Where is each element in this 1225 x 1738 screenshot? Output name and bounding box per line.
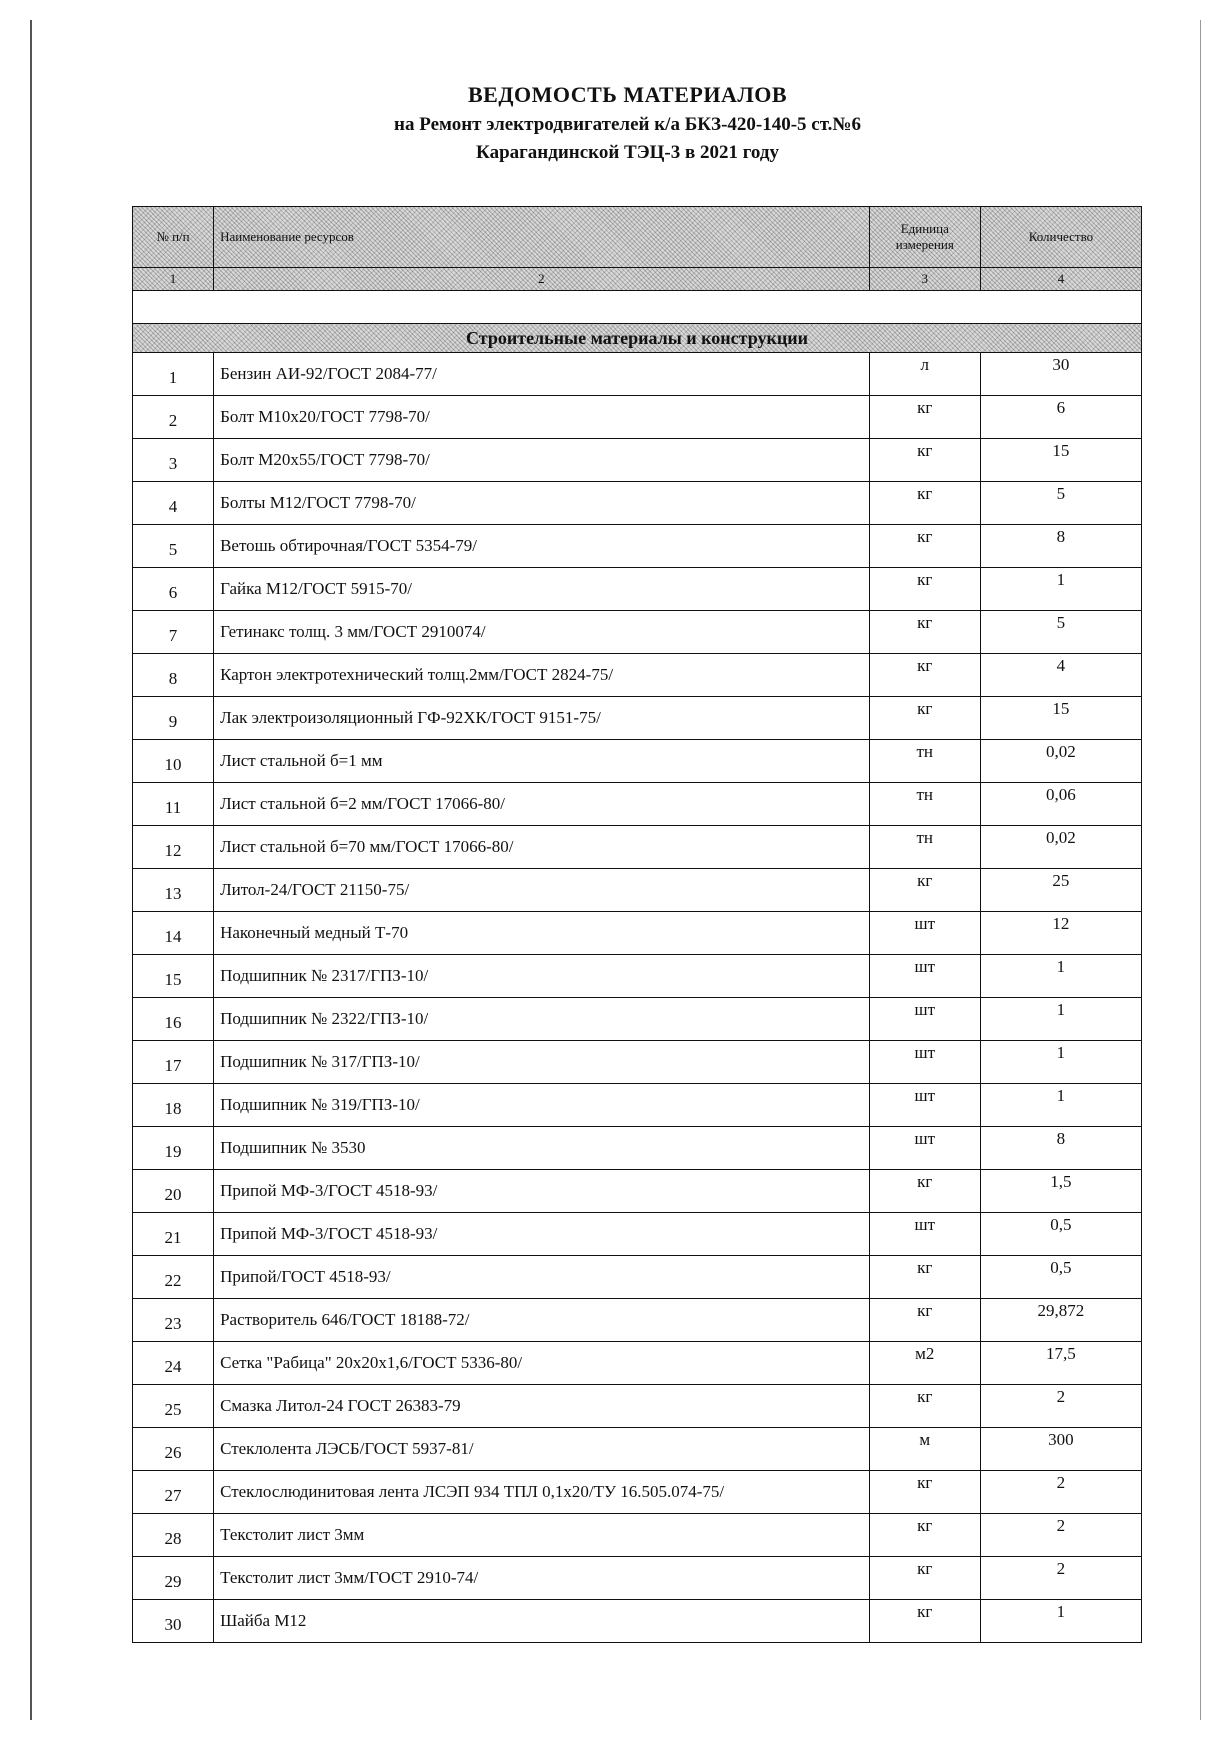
unit-cell: шт bbox=[869, 1041, 980, 1084]
row-number-cell: 13 bbox=[133, 869, 214, 912]
quantity-cell: 1 bbox=[980, 1600, 1141, 1643]
resource-name-cell: Растворитель 646/ГОСТ 18188-72/ bbox=[214, 1299, 870, 1342]
unit-cell: кг bbox=[869, 568, 980, 611]
unit-cell: шт bbox=[869, 912, 980, 955]
row-number-cell: 16 bbox=[133, 998, 214, 1041]
table-row bbox=[133, 482, 1142, 525]
resource-name-cell: Болт М20х55/ГОСТ 7798-70/ bbox=[214, 439, 870, 482]
row-number-cell: 22 bbox=[133, 1256, 214, 1299]
unit-cell: кг bbox=[869, 869, 980, 912]
row-number-cell: 2 bbox=[133, 396, 214, 439]
blank-row bbox=[133, 291, 1142, 324]
resource-name-cell: Сетка "Рабица" 20х20х1,6/ГОСТ 5336-80/ bbox=[214, 1342, 870, 1385]
column-index-3: 3 bbox=[869, 268, 980, 291]
resource-name-cell: Припой/ГОСТ 4518-93/ bbox=[214, 1256, 870, 1299]
table-row bbox=[133, 912, 1142, 955]
unit-cell: кг bbox=[869, 525, 980, 568]
quantity-cell: 1 bbox=[980, 1041, 1141, 1084]
table-row bbox=[133, 955, 1142, 998]
row-number-cell: 23 bbox=[133, 1299, 214, 1342]
unit-cell: шт bbox=[869, 1084, 980, 1127]
resource-name-cell: Стеклослюдинитовая лента ЛСЭП 934 ТПЛ 0,1х20/ТУ 16.505.074-75/ bbox=[214, 1471, 870, 1514]
unit-cell: л bbox=[869, 353, 980, 396]
row-number-cell: 4 bbox=[133, 482, 214, 525]
column-index-4: 4 bbox=[980, 268, 1141, 291]
table-row bbox=[133, 1041, 1142, 1084]
document-header bbox=[0, 82, 1225, 164]
unit-cell: шт bbox=[869, 998, 980, 1041]
quantity-cell: 25 bbox=[980, 869, 1141, 912]
table-row bbox=[133, 611, 1142, 654]
quantity-cell: 0,5 bbox=[980, 1213, 1141, 1256]
unit-cell: кг bbox=[869, 611, 980, 654]
resource-name-cell: Лак электроизоляционный ГФ-92ХК/ГОСТ 9151-75/ bbox=[214, 697, 870, 740]
row-number-cell: 6 bbox=[133, 568, 214, 611]
resource-name-cell: Подшипник № 2322/ГПЗ-10/ bbox=[214, 998, 870, 1041]
unit-cell: кг bbox=[869, 1170, 980, 1213]
materials-rows bbox=[133, 353, 1142, 1643]
table-row bbox=[133, 1213, 1142, 1256]
row-number-cell: 14 bbox=[133, 912, 214, 955]
unit-cell: шт bbox=[869, 1127, 980, 1170]
table-row bbox=[133, 1514, 1142, 1557]
resource-name-cell: Припой МФ-3/ГОСТ 4518-93/ bbox=[214, 1213, 870, 1256]
table-header-row bbox=[133, 207, 1142, 268]
row-number-cell: 15 bbox=[133, 955, 214, 998]
header-qty: Количество bbox=[980, 207, 1141, 268]
resource-name-cell: Бензин АИ-92/ГОСТ 2084-77/ bbox=[214, 353, 870, 396]
resource-name-cell: Наконечный медный Т-70 bbox=[214, 912, 870, 955]
row-number-cell: 11 bbox=[133, 783, 214, 826]
unit-cell: шт bbox=[869, 955, 980, 998]
table-row bbox=[133, 740, 1142, 783]
unit-cell: тн bbox=[869, 826, 980, 869]
header-num: № п/п bbox=[133, 207, 214, 268]
unit-cell: кг bbox=[869, 654, 980, 697]
unit-cell: кг bbox=[869, 697, 980, 740]
table-row bbox=[133, 353, 1142, 396]
resource-name-cell: Болты М12/ГОСТ 7798-70/ bbox=[214, 482, 870, 525]
unit-cell: м bbox=[869, 1428, 980, 1471]
resource-name-cell: Литол-24/ГОСТ 21150-75/ bbox=[214, 869, 870, 912]
quantity-cell: 0,06 bbox=[980, 783, 1141, 826]
header-name: Наименование ресурсов bbox=[214, 207, 870, 268]
row-number-cell: 27 bbox=[133, 1471, 214, 1514]
blank-cell bbox=[133, 291, 1142, 324]
table-row bbox=[133, 1127, 1142, 1170]
quantity-cell: 2 bbox=[980, 1471, 1141, 1514]
row-number-cell: 12 bbox=[133, 826, 214, 869]
quantity-cell: 12 bbox=[980, 912, 1141, 955]
table-row bbox=[133, 568, 1142, 611]
quantity-cell: 0,02 bbox=[980, 826, 1141, 869]
unit-cell: кг bbox=[869, 1299, 980, 1342]
table-row bbox=[133, 1471, 1142, 1514]
section-row bbox=[133, 324, 1142, 353]
quantity-cell: 1 bbox=[980, 568, 1141, 611]
row-number-cell: 24 bbox=[133, 1342, 214, 1385]
section-title: Строительные материалы и конструкции bbox=[133, 324, 1142, 353]
quantity-cell: 0,02 bbox=[980, 740, 1141, 783]
table-row bbox=[133, 396, 1142, 439]
quantity-cell: 1 bbox=[980, 998, 1141, 1041]
quantity-cell: 2 bbox=[980, 1385, 1141, 1428]
quantity-cell: 4 bbox=[980, 654, 1141, 697]
row-number-cell: 26 bbox=[133, 1428, 214, 1471]
unit-cell: кг bbox=[869, 439, 980, 482]
quantity-cell: 29,872 bbox=[980, 1299, 1141, 1342]
row-number-cell: 5 bbox=[133, 525, 214, 568]
quantity-cell: 8 bbox=[980, 525, 1141, 568]
quantity-cell: 8 bbox=[980, 1127, 1141, 1170]
table-row bbox=[133, 1299, 1142, 1342]
table-row bbox=[133, 654, 1142, 697]
column-index-row bbox=[133, 268, 1142, 291]
unit-cell: кг bbox=[869, 1471, 980, 1514]
table-row bbox=[133, 826, 1142, 869]
unit-cell: тн bbox=[869, 783, 980, 826]
table-row bbox=[133, 697, 1142, 740]
scan-left-edge bbox=[30, 20, 32, 1720]
quantity-cell: 1 bbox=[980, 1084, 1141, 1127]
quantity-cell: 1 bbox=[980, 955, 1141, 998]
resource-name-cell: Болт М10х20/ГОСТ 7798-70/ bbox=[214, 396, 870, 439]
resource-name-cell: Подшипник № 3530 bbox=[214, 1127, 870, 1170]
unit-cell: кг bbox=[869, 1385, 980, 1428]
quantity-cell: 2 bbox=[980, 1514, 1141, 1557]
resource-name-cell: Подшипник № 2317/ГПЗ-10/ bbox=[214, 955, 870, 998]
unit-cell: кг bbox=[869, 1256, 980, 1299]
document-title: ВЕДОМОСТЬ МАТЕРИАЛОВ bbox=[467, 82, 788, 107]
table-row bbox=[133, 525, 1142, 568]
resource-name-cell: Подшипник № 317/ГПЗ-10/ bbox=[214, 1041, 870, 1084]
table-row bbox=[133, 1557, 1142, 1600]
unit-cell: кг bbox=[869, 1514, 980, 1557]
quantity-cell: 5 bbox=[980, 482, 1141, 525]
table-row bbox=[133, 998, 1142, 1041]
row-number-cell: 17 bbox=[133, 1041, 214, 1084]
resource-name-cell: Стеклолента ЛЭСБ/ГОСТ 5937-81/ bbox=[214, 1428, 870, 1471]
row-number-cell: 1 bbox=[133, 353, 214, 396]
column-index-2: 2 bbox=[214, 268, 870, 291]
quantity-cell: 30 bbox=[980, 353, 1141, 396]
row-number-cell: 8 bbox=[133, 654, 214, 697]
quantity-cell: 2 bbox=[980, 1557, 1141, 1600]
table-row bbox=[133, 1342, 1142, 1385]
unit-cell: тн bbox=[869, 740, 980, 783]
resource-name-cell: Лист стальной б=70 мм/ГОСТ 17066-80/ bbox=[214, 826, 870, 869]
row-number-cell: 29 bbox=[133, 1557, 214, 1600]
quantity-cell: 300 bbox=[980, 1428, 1141, 1471]
quantity-cell: 15 bbox=[980, 697, 1141, 740]
resource-name-cell: Лист стальной б=2 мм/ГОСТ 17066-80/ bbox=[214, 783, 870, 826]
resource-name-cell: Текстолит лист 3мм/ГОСТ 2910-74/ bbox=[214, 1557, 870, 1600]
quantity-cell: 15 bbox=[980, 439, 1141, 482]
row-number-cell: 10 bbox=[133, 740, 214, 783]
table-row bbox=[133, 1170, 1142, 1213]
row-number-cell: 7 bbox=[133, 611, 214, 654]
resource-name-cell: Подшипник № 319/ГПЗ-10/ bbox=[214, 1084, 870, 1127]
resource-name-cell: Смазка Литол-24 ГОСТ 26383-79 bbox=[214, 1385, 870, 1428]
table-row bbox=[133, 1600, 1142, 1643]
materials-table bbox=[132, 206, 1142, 1643]
resource-name-cell: Шайба М12 bbox=[214, 1600, 870, 1643]
resource-name-cell: Гайка М12/ГОСТ 5915-70/ bbox=[214, 568, 870, 611]
column-index-1: 1 bbox=[133, 268, 214, 291]
table-row bbox=[133, 783, 1142, 826]
unit-cell: м2 bbox=[869, 1342, 980, 1385]
unit-cell: кг bbox=[869, 1600, 980, 1643]
row-number-cell: 30 bbox=[133, 1600, 214, 1643]
document-subtitle-line1: на Ремонт электродвигателей к/а БКЗ-420-140-5 ст.№6 bbox=[394, 114, 861, 135]
quantity-cell: 6 bbox=[980, 396, 1141, 439]
table-row bbox=[133, 1428, 1142, 1471]
row-number-cell: 21 bbox=[133, 1213, 214, 1256]
scan-right-edge bbox=[1200, 20, 1201, 1720]
unit-cell: шт bbox=[869, 1213, 980, 1256]
resource-name-cell: Картон электротехнический толщ.2мм/ГОСТ 2824-75/ bbox=[214, 654, 870, 697]
header-unit: Единица измерения bbox=[869, 207, 980, 268]
row-number-cell: 20 bbox=[133, 1170, 214, 1213]
quantity-cell: 1,5 bbox=[980, 1170, 1141, 1213]
quantity-cell: 0,5 bbox=[980, 1256, 1141, 1299]
table-row bbox=[133, 869, 1142, 912]
table-row bbox=[133, 439, 1142, 482]
row-number-cell: 19 bbox=[133, 1127, 214, 1170]
quantity-cell: 5 bbox=[980, 611, 1141, 654]
table-row bbox=[133, 1256, 1142, 1299]
row-number-cell: 18 bbox=[133, 1084, 214, 1127]
unit-cell: кг bbox=[869, 482, 980, 525]
row-number-cell: 25 bbox=[133, 1385, 214, 1428]
quantity-cell: 17,5 bbox=[980, 1342, 1141, 1385]
table-row bbox=[133, 1084, 1142, 1127]
unit-cell: кг bbox=[869, 1557, 980, 1600]
row-number-cell: 28 bbox=[133, 1514, 214, 1557]
row-number-cell: 9 bbox=[133, 697, 214, 740]
document-subtitle-line2: Карагандинской ТЭЦ-3 в 2021 году bbox=[476, 142, 779, 163]
resource-name-cell: Припой МФ-3/ГОСТ 4518-93/ bbox=[214, 1170, 870, 1213]
resource-name-cell: Текстолит лист 3мм bbox=[214, 1514, 870, 1557]
unit-cell: кг bbox=[869, 396, 980, 439]
row-number-cell: 3 bbox=[133, 439, 214, 482]
resource-name-cell: Лист стальной б=1 мм bbox=[214, 740, 870, 783]
resource-name-cell: Гетинакс толщ. 3 мм/ГОСТ 2910074/ bbox=[214, 611, 870, 654]
resource-name-cell: Ветошь обтирочная/ГОСТ 5354-79/ bbox=[214, 525, 870, 568]
table-row bbox=[133, 1385, 1142, 1428]
